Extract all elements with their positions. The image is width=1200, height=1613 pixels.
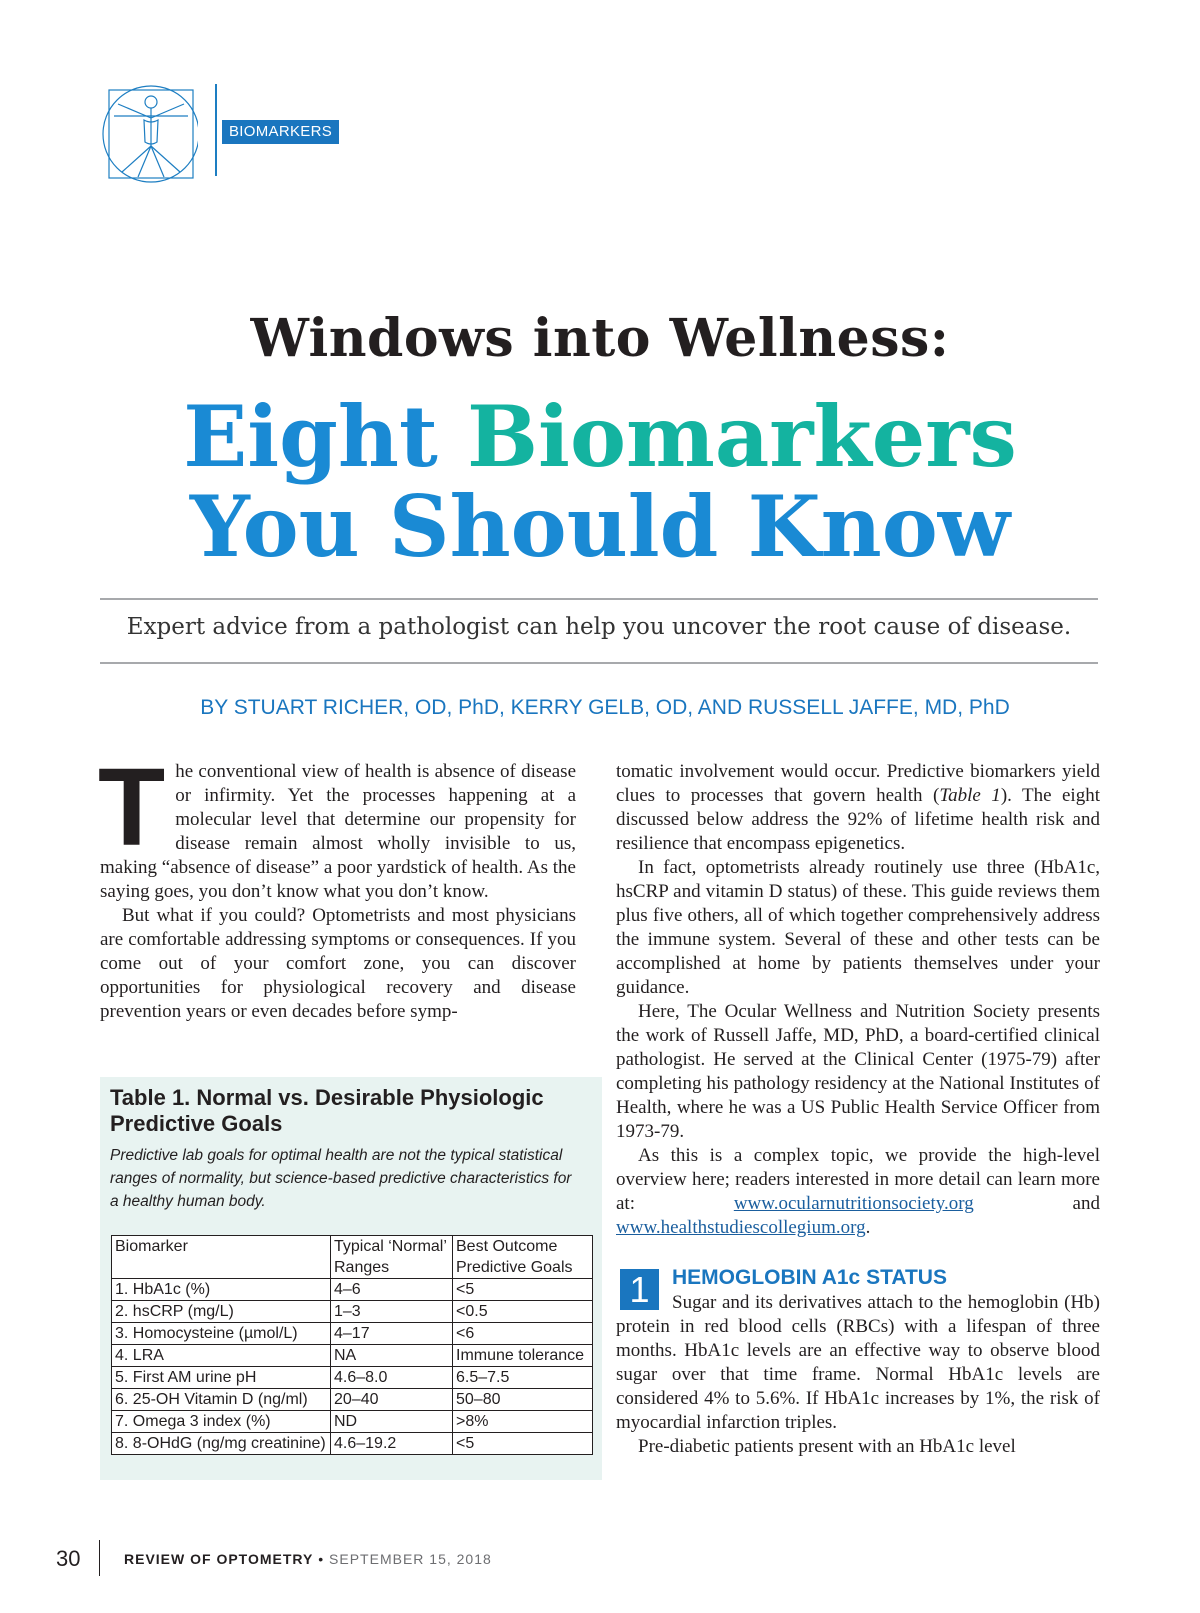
table-reference: Table 1 xyxy=(939,785,1001,806)
paragraph: Here, The Ocular Wellness and Nutrition Society presents the work of Russell Jaffe, MD, PhD, a board-certified clinical pathologist. He served at the Clinical Center (1975-79) after completing his pathology residency at the National Institutes of Health, where he was a US Public Health Service Officer from 1973-79. xyxy=(616,1001,1100,1142)
page-number: 30 xyxy=(56,1546,81,1571)
cell-biomarker: 7. Omega 3 index (%) xyxy=(112,1411,331,1433)
footer-running-head xyxy=(124,1551,492,1567)
drop-cap: T xyxy=(98,746,166,869)
body-column-right xyxy=(616,760,1100,1240)
cell-biomarker: 4. LRA xyxy=(112,1345,331,1367)
title-line-1: Windows into Wellness: xyxy=(250,308,950,369)
cell-typical: 4.6–8.0 xyxy=(331,1367,453,1389)
body-column-left xyxy=(98,746,576,1024)
publication-name: REVIEW OF OPTOMETRY xyxy=(124,1551,314,1567)
cell-goal: >8% xyxy=(453,1411,593,1433)
cell-goal: <0.5 xyxy=(453,1301,593,1323)
header-predictive-goals: Best Outcome Predictive Goals xyxy=(453,1236,593,1279)
table-row xyxy=(112,1345,593,1367)
table-title: Table 1. Normal vs. Desirable Physiologic Predictive Goals xyxy=(110,1085,544,1136)
title-word-biomarkers: Biomarkers xyxy=(467,387,1017,486)
table-row xyxy=(112,1367,593,1389)
cell-typical: ND xyxy=(331,1411,453,1433)
header-typical-ranges: Typical ‘Normal’ Ranges xyxy=(331,1236,453,1279)
table-row xyxy=(112,1411,593,1433)
table-row xyxy=(112,1389,593,1411)
cell-goal: 6.5–7.5 xyxy=(453,1367,593,1389)
title-line-2 xyxy=(0,387,1200,486)
link-health-studies-collegium[interactable]: www.healthstudiescollegium.org xyxy=(616,1217,866,1238)
paragraph: The conventional view of health is absence of disease or infirmity. Yet the processes happening at a molecular level that determine our propensity for disease remain almost wholly invisible to us, making “absence of disease” a poor yardstick of health. As the saying goes, you don’t know what you don’t know. xyxy=(98,746,576,902)
deck-rule-top xyxy=(100,598,1098,600)
cell-goal: 50–80 xyxy=(453,1389,593,1411)
cell-goal: Immune tolerance xyxy=(453,1345,593,1367)
paragraph: tomatic involvement would occur. Predictive biomarkers yield clues to processes that govern health (Table 1). The eight discussed below address the 92% of lifetime health risk and resilience that encompass epigenetics. xyxy=(616,761,1100,854)
deck: Expert advice from a pathologist can help you uncover the root cause of disease. xyxy=(126,614,1072,640)
section-number-badge: 1 xyxy=(620,1269,659,1310)
cell-typical: 4–17 xyxy=(331,1323,453,1345)
title-word-eight: Eight xyxy=(183,387,438,486)
title-line-3: You Should Know xyxy=(189,477,1011,576)
cell-typical: 1–3 xyxy=(331,1301,453,1323)
cell-biomarker: 8. 8-OHdG (ng/mg creatinine) xyxy=(112,1433,331,1455)
vitruvian-man-logo-icon xyxy=(100,80,198,183)
cell-biomarker: 3. Homocysteine (µmol/L) xyxy=(112,1323,331,1345)
footer-divider xyxy=(99,1540,100,1576)
cell-typical: 4.6–19.2 xyxy=(331,1433,453,1455)
cell-biomarker: 5. First AM urine pH xyxy=(112,1367,331,1389)
header-divider xyxy=(215,84,217,176)
table-row xyxy=(112,1279,593,1301)
section-1-body xyxy=(616,1291,1100,1459)
cell-biomarker: 1. HbA1c (%) xyxy=(112,1279,331,1301)
section-heading: HEMOGLOBIN A1c STATUS xyxy=(672,1266,947,1289)
table-caption: Predictive lab goals for optimal health are not the typical statistical ranges of normality, but science-based predictive characteristics for a healthy human body. xyxy=(110,1147,572,1210)
table-row xyxy=(112,1301,593,1323)
paragraph: Sugar and its derivatives attach to the hemoglobin (Hb) protein in red blood cells (RBCs) with a lifespan of three months. HbA1c levels are an effective way to observe blood sugar over that time frame. Normal HbA1c levels are considered 4% to 5.6%. If HbA1c increases by 1%, the risk of myocardial infarction triples. xyxy=(616,1292,1100,1433)
cell-typical: NA xyxy=(331,1345,453,1367)
link-ocular-nutrition-society[interactable]: www.ocularnutritionsociety.org xyxy=(733,1193,974,1214)
byline: BY STUART RICHER, OD, PhD, KERRY GELB, OD, AND RUSSELL JAFFE, MD, PhD xyxy=(200,696,1010,719)
cell-goal: <5 xyxy=(453,1279,593,1301)
table-header-row xyxy=(112,1236,593,1279)
header-biomarker: Biomarker xyxy=(112,1236,331,1279)
paragraph: As this is a complex topic, we provide the high-level overview here; readers interested in more detail can learn more at: www.ocularnutritionsociety.org and www.healthstudiescollegium.org. xyxy=(616,1145,1100,1238)
cell-goal: <6 xyxy=(453,1323,593,1345)
section-tag: BIOMARKERS xyxy=(222,120,339,144)
issue-date: SEPTEMBER 15, 2018 xyxy=(329,1551,492,1567)
paragraph: Pre-diabetic patients present with an HbA1c level xyxy=(638,1436,1016,1457)
biomarker-table xyxy=(111,1235,593,1455)
cell-typical: 4–6 xyxy=(331,1279,453,1301)
paragraph: In fact, optometrists already routinely use three (HbA1c, hsCRP and vitamin D status) of these. This guide reviews them plus five others, all of which together comprehensively address the immune system. Several of these and other tests can be accomplished at home by patients themselves under your guidance. xyxy=(616,857,1100,998)
cell-biomarker: 2. hsCRP (mg/L) xyxy=(112,1301,331,1323)
cell-goal: <5 xyxy=(453,1433,593,1455)
cell-typical: 20–40 xyxy=(331,1389,453,1411)
table-row xyxy=(112,1323,593,1345)
cell-biomarker: 6. 25-OH Vitamin D (ng/ml) xyxy=(112,1389,331,1411)
table-row xyxy=(112,1433,593,1455)
deck-rule-bottom xyxy=(100,662,1098,664)
paragraph: But what if you could? Optometrists and most physicians are comfortable addressing symptoms or consequences. If you come out of your comfort zone, you can discover opportunities for physiological recovery and disease prevention years or even decades before symp- xyxy=(100,905,576,1022)
footer-separator: • xyxy=(313,1551,330,1567)
